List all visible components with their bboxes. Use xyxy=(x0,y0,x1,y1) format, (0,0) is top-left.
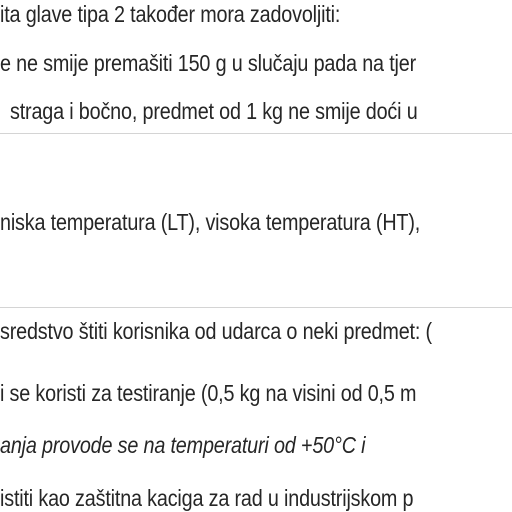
text-line-2: e ne smije premašiti 150 g u slučaju pada na tjer xyxy=(0,50,416,76)
text-line-6: i se koristi za testiranje (0,5 kg na visini od 0,5 m xyxy=(0,380,417,406)
text-line-7-italic: anja provode se na temperaturi od +50°C i xyxy=(0,432,366,458)
text-line-8: istiti kao zaštitna kaciga za rad u industrijskom p xyxy=(0,485,414,511)
text-line-1: ita glave tipa 2 također mora zadovoljiti: xyxy=(0,1,341,27)
text-line-3: straga i bočno, predmet od 1 kg ne smije doći u xyxy=(10,98,418,124)
text-line-4: niska temperatura (LT), visoka temperatura (HT), xyxy=(0,209,421,235)
text-line-5: sredstvo štiti korisnika od udarca o neki predmet: ( xyxy=(0,318,432,344)
section-divider xyxy=(0,307,512,308)
section-divider xyxy=(0,133,512,134)
